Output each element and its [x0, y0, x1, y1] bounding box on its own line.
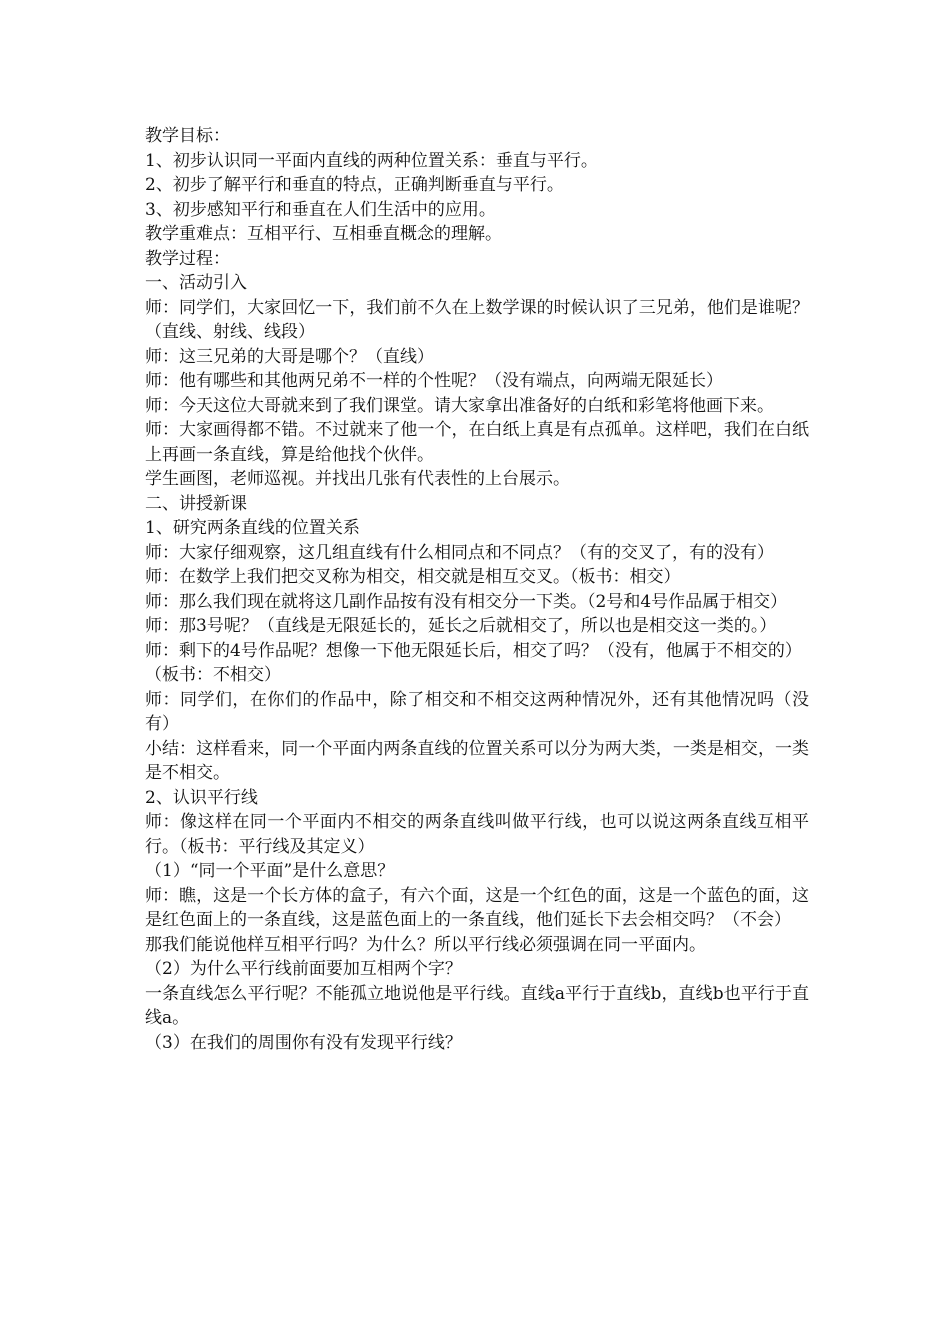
- paragraph: （板书：不相交）: [145, 665, 281, 685]
- question-3: （3）在我们的周围你有没有发现平行线？: [145, 1032, 462, 1053]
- paragraph: 师：这三兄弟的大哥是哪个？（直线）: [145, 346, 434, 367]
- paragraph: 一条直线怎么平行呢？不能孤立地说他是平行线。直线a平行于直线b，直线b也平行于直线a。: [145, 983, 809, 1028]
- goal-item-1: 1、初步认识同一平面内直线的两种位置关系：垂直与平行。: [145, 150, 598, 171]
- paragraph: 师：瞧，这是一个长方体的盒子，有六个面，这是一个红色的面，这是一个蓝色的面，这是红色面上的一条直线，这是蓝色面上的一条直线，他们延长下去会相交吗？（不会）: [145, 885, 809, 930]
- document-body: [145, 124, 809, 1055]
- subsection-parallel-lines: 2、认识平行线: [145, 787, 258, 808]
- paragraph: 学生画图，老师巡视。并找出几张有代表性的上台展示。: [145, 469, 570, 489]
- section-activity-intro: 一、活动引入: [145, 273, 247, 293]
- paragraph: 师：在数学上我们把交叉称为相交，相交就是相互交叉。（板书：相交）: [145, 567, 681, 587]
- heading-teaching-process: 教学过程：: [145, 248, 230, 269]
- question-2: （2）为什么平行线前面要加互相两个字？: [145, 959, 462, 979]
- question-1: （1）“同一个平面”是什么意思？: [145, 861, 395, 881]
- paragraph: 师：同学们，大家回忆一下，我们前不久在上数学课的时候认识了三兄弟，他们是谁呢？（直线、射线、线段）: [145, 297, 809, 342]
- key-difficulties: 教学重难点：互相平行、互相垂直概念的理解。: [145, 224, 502, 244]
- summary-paragraph: 小结：这样看来，同一个平面内两条直线的位置关系可以分为两大类，一类是相交，一类是不相交。: [145, 738, 809, 783]
- subsection-two-lines-relation: 1、研究两条直线的位置关系: [145, 518, 360, 538]
- paragraph: 师：今天这位大哥就来到了我们课堂。请大家拿出准备好的白纸和彩笔将他画下来。: [145, 395, 774, 416]
- paragraph: 师：那3号呢？（直线是无限延长的，延长之后就相交了，所以也是相交这一类的。）: [145, 616, 777, 636]
- paragraph: 师：同学们，在你们的作品中，除了相交和不相交这两种情况外，还有其他情况吗（没有）: [145, 689, 809, 734]
- goal-item-2: 2、初步了解平行和垂直的特点，正确判断垂直与平行。: [145, 175, 564, 195]
- heading-teaching-goals: 教学目标：: [145, 126, 230, 146]
- goal-item-3: 3、初步感知平行和垂直在人们生活中的应用。: [145, 199, 496, 220]
- paragraph: 师：那么我们现在就将这几副作品按有没有相交分一下类。（2号和4号作品属于相交）: [145, 591, 788, 612]
- paragraph: 师：他有哪些和其他两兄弟不一样的个性呢？（没有端点，向两端无限延长）: [145, 371, 723, 391]
- paragraph: 师：剩下的4号作品呢？想像一下他无限延长后，相交了吗？（没有，他属于不相交的）: [145, 640, 802, 661]
- paragraph: 那我们能说他样互相平行吗？为什么？所以平行线必须强调在同一平面内。: [145, 934, 706, 955]
- paragraph: 师：大家仔细观察，这几组直线有什么相同点和不同点？（有的交叉了，有的没有）: [145, 542, 774, 563]
- paragraph: 师：像这样在同一个平面内不相交的两条直线叫做平行线，也可以说这两条直线互相平行。（板书：平行线及其定义）: [145, 812, 809, 857]
- paragraph: 师：大家画得都不错。不过就来了他一个，在白纸上真是有点孤单。这样吧，我们在白纸上再画一条直线，算是给他找个伙伴。: [145, 420, 809, 465]
- section-new-lesson: 二、讲授新课: [145, 493, 247, 514]
